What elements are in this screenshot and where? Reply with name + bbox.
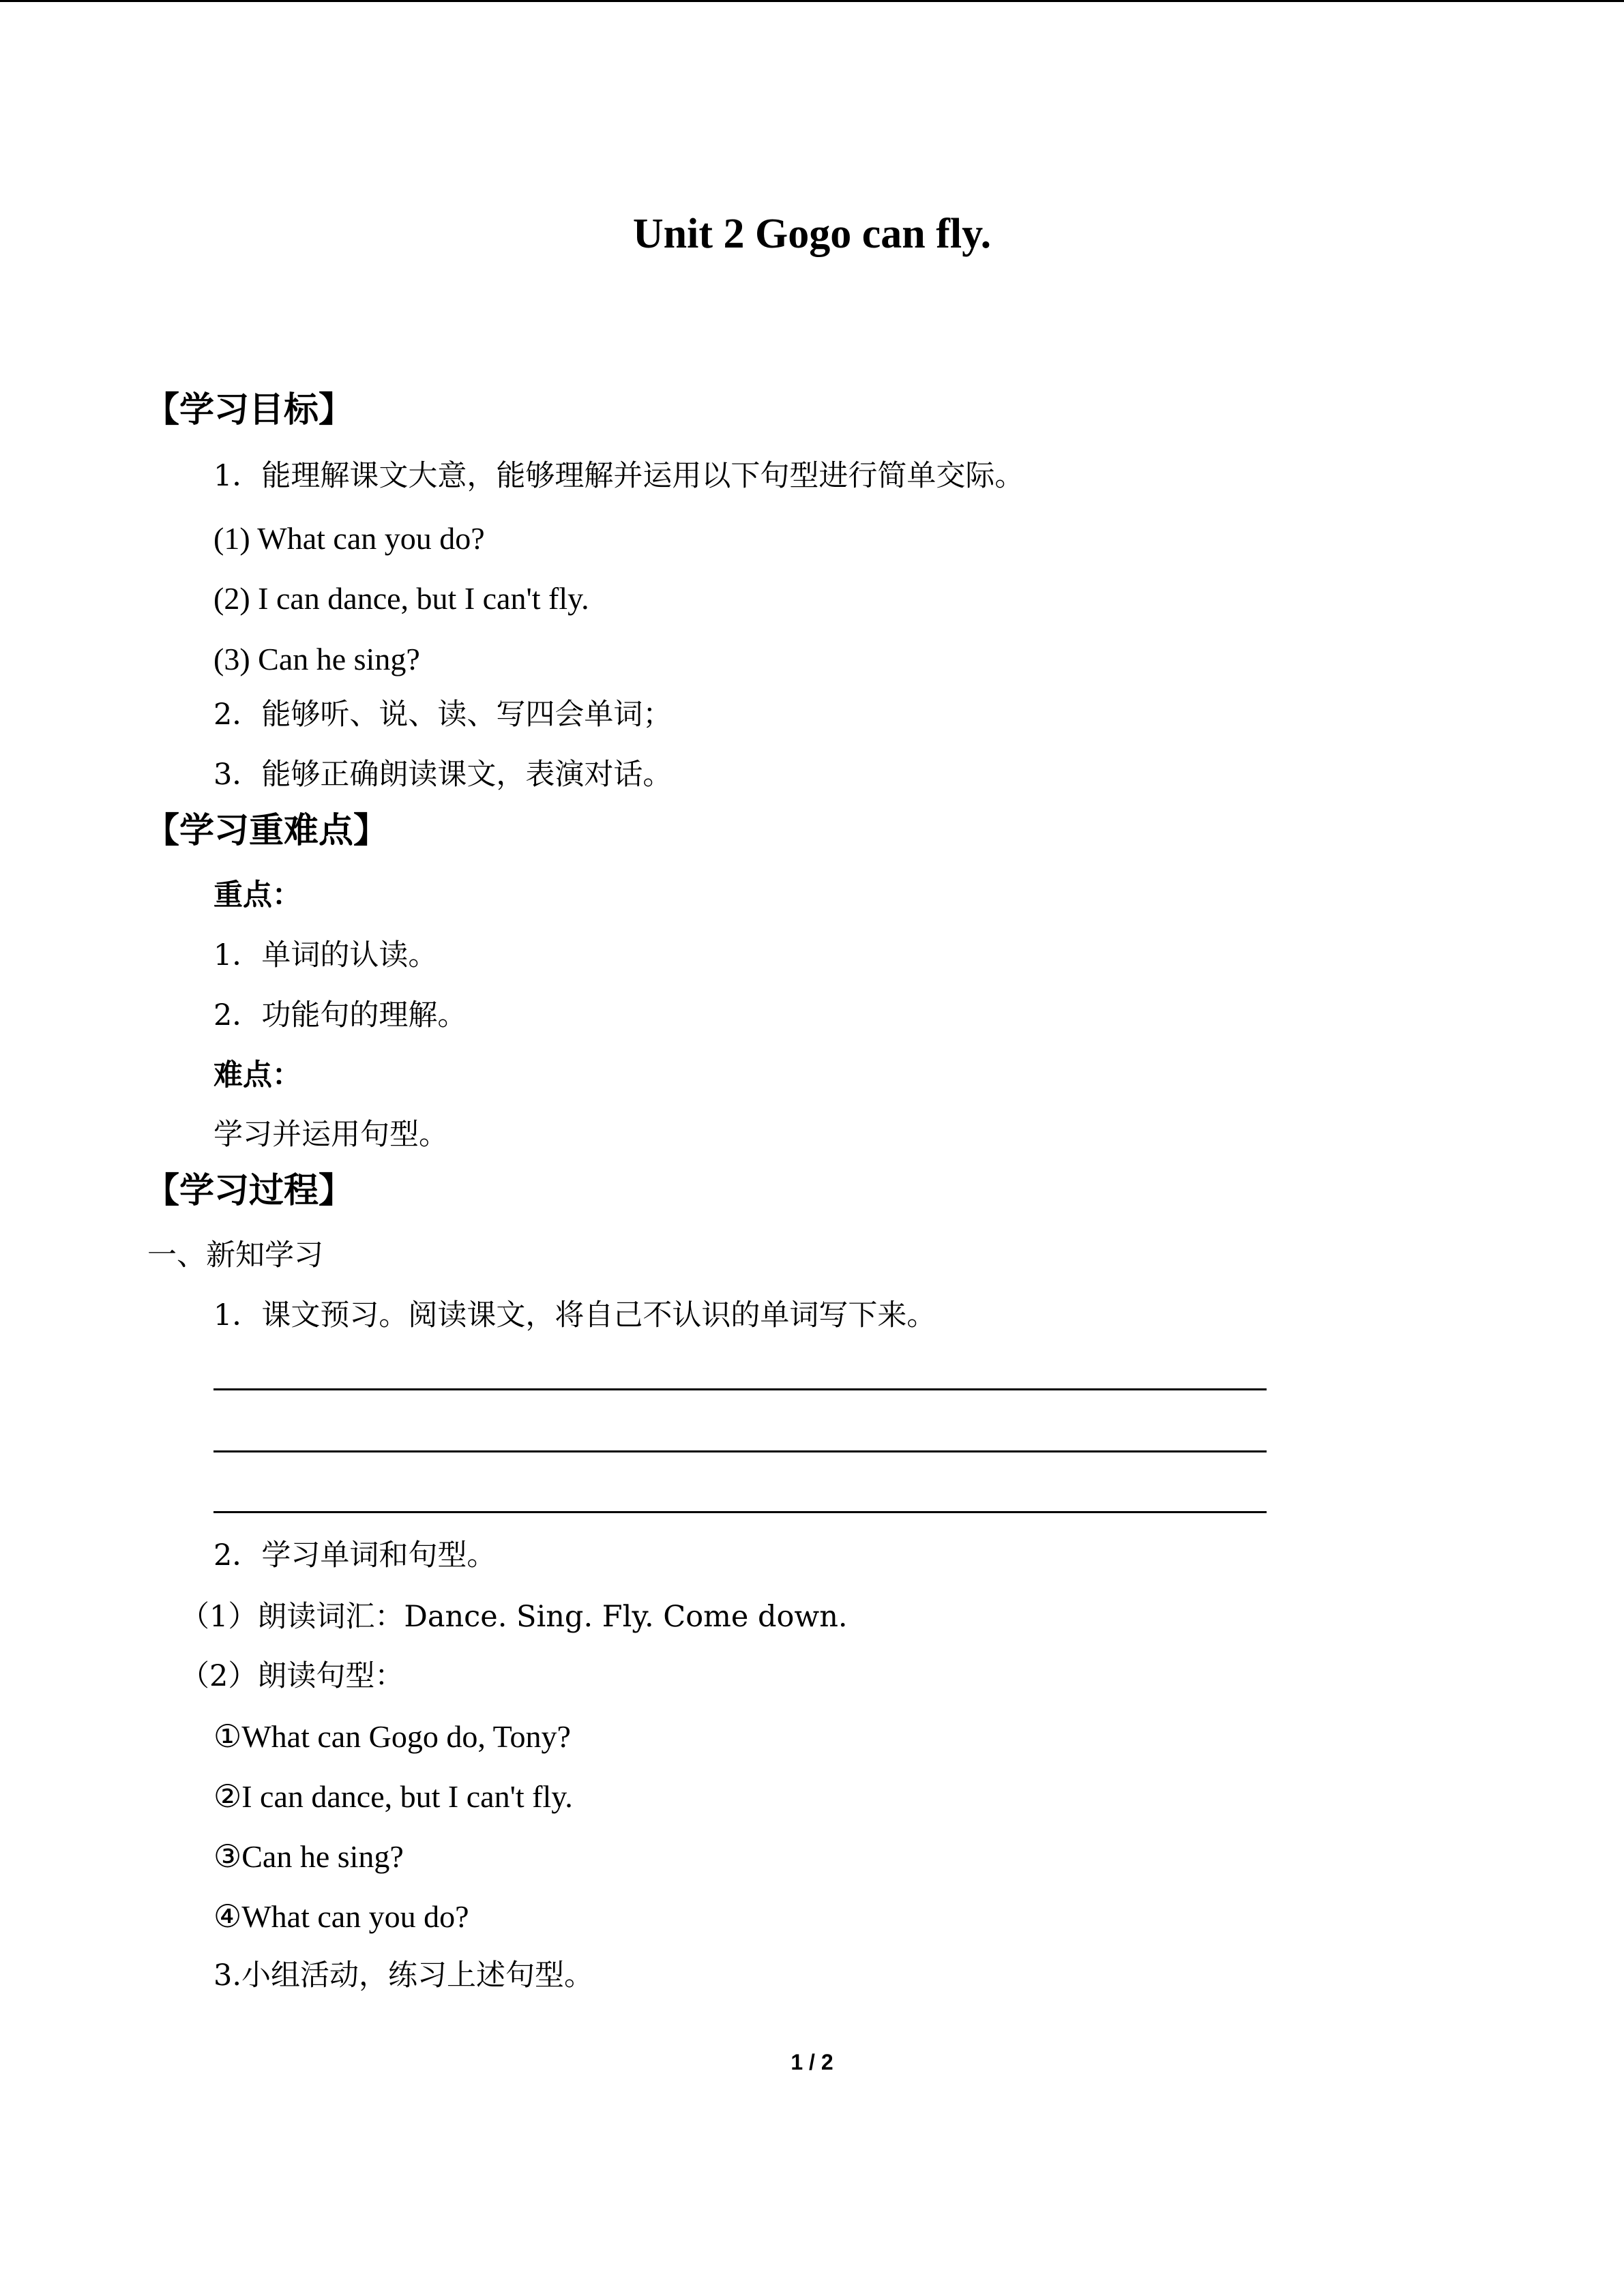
answer-line-1 bbox=[213, 1388, 1267, 1390]
part-title-new-learning: 一、新知学习 bbox=[147, 1238, 323, 1272]
sentences-title: （2）朗读句型： bbox=[180, 1659, 404, 1693]
task-3-group-activity: 3.小组活动，练习上述句型。 bbox=[213, 1958, 594, 1993]
section-heading-objectives: 【学习目标】 bbox=[145, 389, 354, 430]
sentence-item-2: ②I can dance, but I can't fly. bbox=[213, 1779, 573, 1814]
answer-line-3 bbox=[213, 1511, 1267, 1513]
objective-sentence-2: (2) I can dance, but I can't fly. bbox=[213, 581, 589, 616]
objective-sentence-3: (3) Can he sing? bbox=[213, 642, 420, 676]
objective-item-3: 3．能够正确朗读课文，表演对话。 bbox=[213, 758, 673, 792]
page-number: 1 / 2 bbox=[791, 2050, 833, 2074]
task-1-preview: 1．课文预习。阅读课文，将自己不认识的单词写下来。 bbox=[213, 1298, 936, 1332]
key-point-item-2: 2．功能句的理解。 bbox=[213, 998, 467, 1032]
section-heading-process: 【学习过程】 bbox=[145, 1170, 354, 1211]
sentence-item-4: ④What can you do? bbox=[213, 1899, 469, 1934]
key-points-label: 重点： bbox=[213, 878, 301, 912]
key-point-item-1: 1．单词的认读。 bbox=[213, 938, 438, 972]
answer-line-2 bbox=[213, 1450, 1267, 1452]
objective-sentence-1: (1) What can you do? bbox=[213, 521, 485, 556]
difficult-points-label: 难点： bbox=[213, 1058, 301, 1092]
task-2-learn: 2．学习单词和句型。 bbox=[213, 1538, 497, 1572]
objective-item-2: 2．能够听、说、读、写四会单词； bbox=[213, 698, 673, 732]
difficult-point-item-1: 学习并运用句型。 bbox=[213, 1118, 448, 1152]
document-title: Unit 2 Gogo can fly. bbox=[632, 211, 992, 257]
section-heading-key-points: 【学习重难点】 bbox=[145, 810, 389, 851]
vocab-reading: （1）朗读词汇：Dance. Sing. Fly. Come down. bbox=[180, 1600, 848, 1634]
sentence-item-1: ①What can Gogo do, Tony? bbox=[213, 1719, 571, 1754]
objective-item-1: 1．能理解课文大意，能够理解并运用以下句型进行简单交际。 bbox=[213, 459, 1024, 493]
sentence-item-3: ③Can he sing? bbox=[213, 1839, 404, 1874]
page-top-border bbox=[0, 0, 1624, 2]
